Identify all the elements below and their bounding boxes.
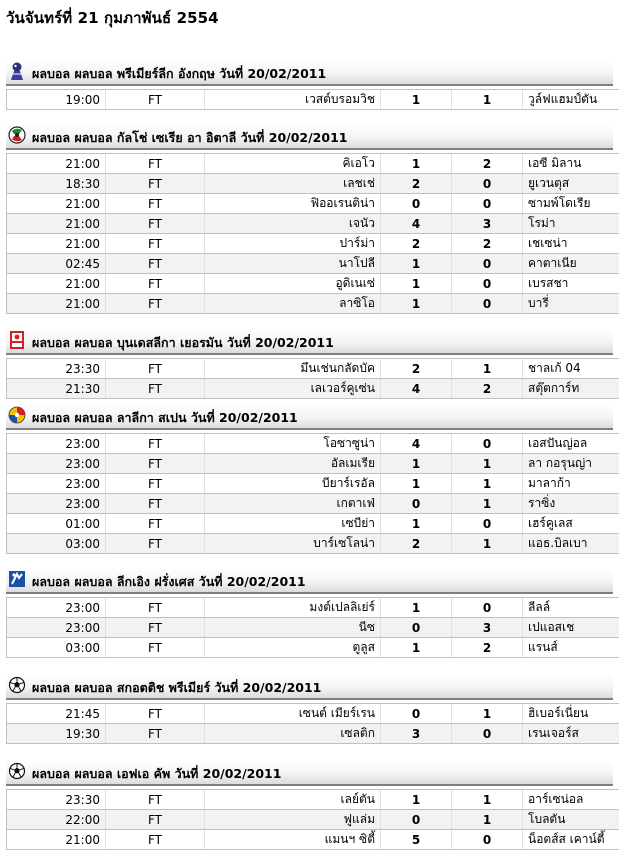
- home-score: 1: [381, 294, 452, 314]
- match-time: 03:00: [7, 638, 106, 658]
- away-team: เบรสชา: [523, 274, 619, 294]
- results-table: [6, 789, 619, 850]
- away-team: สตุ๊ตการ์ท: [523, 379, 619, 399]
- home-team: อัลเมเรีย: [205, 454, 381, 474]
- home-team: ปาร์ม่า: [205, 234, 381, 254]
- home-team: นีซ: [205, 618, 381, 638]
- away-team: อาร์เซน่อล: [523, 790, 619, 810]
- home-score: 2: [381, 359, 452, 379]
- match-status: FT: [106, 379, 205, 399]
- match-time: 19:30: [7, 724, 106, 744]
- away-score: 1: [452, 474, 523, 494]
- home-team: มึนเช่นกลัดบัค: [205, 359, 381, 379]
- league-section-bundesliga: [6, 329, 613, 399]
- section-title: ผลบอล ผลบอล ลาลีกา สเปน วันที่ 20/02/2011: [32, 410, 298, 425]
- match-row: [7, 638, 619, 658]
- section-title: ผลบอล ผลบอล กัลโช่ เซเรีย อา อิตาลี วันที่ 20/02/2011: [32, 130, 348, 145]
- section-header: [6, 568, 613, 594]
- home-team: บียาร์เรอัล: [205, 474, 381, 494]
- match-status: FT: [106, 254, 205, 274]
- match-status: FT: [106, 514, 205, 534]
- results-table: [6, 703, 619, 744]
- home-team: เลเวอร์คูเซ่น: [205, 379, 381, 399]
- away-score: 1: [452, 810, 523, 830]
- match-status: FT: [106, 194, 205, 214]
- away-team: คาตาเนีย: [523, 254, 619, 274]
- la-liga-icon: [8, 405, 26, 425]
- home-team: นาโปลี: [205, 254, 381, 274]
- away-score: 1: [452, 454, 523, 474]
- section-header: [6, 124, 613, 150]
- match-status: FT: [106, 830, 205, 850]
- section-title: ผลบอล ผลบอล สกอตติช พรีเมียร์ วันที่ 20/02/2011: [32, 680, 322, 695]
- away-score: 0: [452, 254, 523, 274]
- away-team: ลา กอรุนญ่า: [523, 454, 619, 474]
- match-time: 23:00: [7, 454, 106, 474]
- home-team: เวสต์บรอมวิช: [205, 90, 381, 110]
- match-time: 21:45: [7, 704, 106, 724]
- home-score: 0: [381, 618, 452, 638]
- away-score: 0: [452, 598, 523, 618]
- match-row: [7, 379, 619, 399]
- section-header: [6, 329, 613, 355]
- away-score: 1: [452, 790, 523, 810]
- away-team: ยูเวนตุส: [523, 174, 619, 194]
- page-title: วันจันทร์ที่ 21 กุมภาพันธ์ 2554: [6, 9, 219, 27]
- home-score: 0: [381, 494, 452, 514]
- match-status: FT: [106, 234, 205, 254]
- match-status: FT: [106, 790, 205, 810]
- home-score: 0: [381, 704, 452, 724]
- results-table: [6, 153, 619, 314]
- match-status: FT: [106, 810, 205, 830]
- section-title: ผลบอล ผลบอล เอฟเอ คัพ วันที่ 20/02/2011: [32, 766, 282, 781]
- serie-a-icon: [8, 125, 26, 145]
- match-time: 23:30: [7, 359, 106, 379]
- away-team: วูล์ฟแฮมป์ตัน: [523, 90, 619, 110]
- match-row: [7, 174, 619, 194]
- away-score: 0: [452, 514, 523, 534]
- match-status: FT: [106, 90, 205, 110]
- match-status: FT: [106, 598, 205, 618]
- soccer-ball-icon: [8, 761, 26, 781]
- home-score: 1: [381, 154, 452, 174]
- home-team: เซลติก: [205, 724, 381, 744]
- away-score: 1: [452, 359, 523, 379]
- away-team: ซามพ์โดเรีย: [523, 194, 619, 214]
- home-score: 1: [381, 254, 452, 274]
- match-row: [7, 494, 619, 514]
- match-row: [7, 810, 619, 830]
- home-team: เกตาเฟ่: [205, 494, 381, 514]
- match-time: 23:00: [7, 494, 106, 514]
- away-score: 0: [452, 294, 523, 314]
- match-row: [7, 618, 619, 638]
- home-team: เจนัว: [205, 214, 381, 234]
- away-team: แอธ.บิลเบา: [523, 534, 619, 554]
- results-table: [6, 597, 619, 658]
- away-score: 2: [452, 638, 523, 658]
- home-team: ฟูแล่ม: [205, 810, 381, 830]
- match-row: [7, 294, 619, 314]
- section-title: ผลบอล ผลบอล พรีเมียร์ลีก อังกฤษ วันที่ 20/02/2011: [32, 66, 327, 81]
- section-header: [6, 760, 613, 786]
- results-table: [6, 89, 619, 110]
- away-score: 0: [452, 434, 523, 454]
- away-score: 0: [452, 194, 523, 214]
- home-team: คิเอโว: [205, 154, 381, 174]
- away-score: 1: [452, 494, 523, 514]
- match-time: 02:45: [7, 254, 106, 274]
- match-time: 21:00: [7, 194, 106, 214]
- league-section-la-liga: [6, 404, 613, 554]
- away-score: 3: [452, 214, 523, 234]
- match-time: 21:00: [7, 234, 106, 254]
- home-team: เลย์ตัน: [205, 790, 381, 810]
- away-score: 0: [452, 274, 523, 294]
- match-row: [7, 514, 619, 534]
- away-score: 0: [452, 724, 523, 744]
- match-status: FT: [106, 638, 205, 658]
- away-team: แรนส์: [523, 638, 619, 658]
- away-score: 0: [452, 174, 523, 194]
- away-team: น็อตส์ส เคาน์ตี้: [523, 830, 619, 850]
- match-row: [7, 724, 619, 744]
- match-time: 21:00: [7, 214, 106, 234]
- section-title: ผลบอล ผลบอล บุนเดสลีกา เยอรมัน วันที่ 20/02/2011: [32, 335, 334, 350]
- match-row: [7, 90, 619, 110]
- match-status: FT: [106, 154, 205, 174]
- away-team: ลีลล์: [523, 598, 619, 618]
- home-team: เซบีย่า: [205, 514, 381, 534]
- match-time: 03:00: [7, 534, 106, 554]
- match-time: 21:30: [7, 379, 106, 399]
- match-time: 23:00: [7, 598, 106, 618]
- match-row: [7, 214, 619, 234]
- home-score: 4: [381, 379, 452, 399]
- away-team: ชาลเก้ 04: [523, 359, 619, 379]
- match-status: FT: [106, 274, 205, 294]
- match-status: FT: [106, 494, 205, 514]
- home-team: มงต์เปลลิเย่ร์: [205, 598, 381, 618]
- section-title: ผลบอล ผลบอล ลีกเอิง ฝรั่งเศส วันที่ 20/02/2011: [32, 574, 306, 589]
- home-score: 1: [381, 638, 452, 658]
- home-score: 2: [381, 174, 452, 194]
- home-score: 2: [381, 234, 452, 254]
- match-status: FT: [106, 454, 205, 474]
- match-time: 21:00: [7, 154, 106, 174]
- away-score: 0: [452, 830, 523, 850]
- away-team: โรม่า: [523, 214, 619, 234]
- away-team: โบลตัน: [523, 810, 619, 830]
- home-team: ตูลูส: [205, 638, 381, 658]
- home-score: 1: [381, 474, 452, 494]
- match-time: 23:00: [7, 434, 106, 454]
- home-team: อูดิเนเซ่: [205, 274, 381, 294]
- home-score: 0: [381, 194, 452, 214]
- away-team: บารี่: [523, 294, 619, 314]
- away-team: เชเซน่า: [523, 234, 619, 254]
- match-row: [7, 704, 619, 724]
- home-team: ลาซิโอ: [205, 294, 381, 314]
- match-time: 21:00: [7, 294, 106, 314]
- match-row: [7, 790, 619, 810]
- match-time: 23:00: [7, 474, 106, 494]
- home-score: 4: [381, 214, 452, 234]
- home-score: 5: [381, 830, 452, 850]
- away-team: ฮิเบอร์เนี่ยน: [523, 704, 619, 724]
- away-score: 1: [452, 90, 523, 110]
- league-section-premier-league: [6, 60, 613, 110]
- match-status: FT: [106, 724, 205, 744]
- home-score: 1: [381, 514, 452, 534]
- match-time: 21:00: [7, 274, 106, 294]
- league-section-ligue-1: [6, 568, 613, 658]
- home-score: 1: [381, 90, 452, 110]
- match-status: FT: [106, 174, 205, 194]
- away-team: เปแอสเช: [523, 618, 619, 638]
- match-row: [7, 194, 619, 214]
- match-status: FT: [106, 704, 205, 724]
- match-time: 22:00: [7, 810, 106, 830]
- match-time: 23:30: [7, 790, 106, 810]
- match-row: [7, 598, 619, 618]
- match-status: FT: [106, 474, 205, 494]
- results-table: [6, 433, 619, 554]
- away-score: 1: [452, 534, 523, 554]
- match-row: [7, 154, 619, 174]
- home-score: 2: [381, 534, 452, 554]
- match-row: [7, 454, 619, 474]
- match-time: 01:00: [7, 514, 106, 534]
- away-score: 3: [452, 618, 523, 638]
- soccer-ball-icon: [8, 675, 26, 695]
- home-team: ฟิออเรนติน่า: [205, 194, 381, 214]
- home-score: 1: [381, 454, 452, 474]
- section-header: [6, 674, 613, 700]
- home-team: แมนฯ ซิตี้: [205, 830, 381, 850]
- match-row: [7, 359, 619, 379]
- match-row: [7, 534, 619, 554]
- match-row: [7, 254, 619, 274]
- bundesliga-icon: [8, 330, 26, 350]
- away-score: 2: [452, 154, 523, 174]
- away-team: เอสปันญ่อล: [523, 434, 619, 454]
- match-status: FT: [106, 214, 205, 234]
- away-team: ราซิ่ง: [523, 494, 619, 514]
- match-row: [7, 474, 619, 494]
- league-section-serie-a: [6, 124, 613, 314]
- league-section-scottish-premier: [6, 674, 613, 744]
- section-header: [6, 60, 613, 86]
- ligue-1-icon: [8, 569, 26, 589]
- home-score: 1: [381, 598, 452, 618]
- away-team: เฮร์คูเลส: [523, 514, 619, 534]
- league-section-fa-cup: [6, 760, 613, 850]
- home-score: 4: [381, 434, 452, 454]
- away-team: เรนเจอร์ส: [523, 724, 619, 744]
- match-status: FT: [106, 294, 205, 314]
- away-score: 2: [452, 379, 523, 399]
- away-team: มาลาก้า: [523, 474, 619, 494]
- match-time: 21:00: [7, 830, 106, 850]
- home-team: เซนต์ เมียร์เรน: [205, 704, 381, 724]
- home-score: 3: [381, 724, 452, 744]
- match-time: 18:30: [7, 174, 106, 194]
- home-score: 1: [381, 274, 452, 294]
- match-time: 19:00: [7, 90, 106, 110]
- match-status: FT: [106, 534, 205, 554]
- match-row: [7, 234, 619, 254]
- home-team: เลชเช่: [205, 174, 381, 194]
- away-team: เอซี มิลาน: [523, 154, 619, 174]
- away-score: 2: [452, 234, 523, 254]
- home-team: บาร์เซโลน่า: [205, 534, 381, 554]
- section-header: [6, 404, 613, 430]
- match-status: FT: [106, 434, 205, 454]
- match-time: 23:00: [7, 618, 106, 638]
- premier-league-icon: [8, 61, 26, 81]
- results-table: [6, 358, 619, 399]
- home-score: 0: [381, 810, 452, 830]
- match-row: [7, 830, 619, 850]
- match-status: FT: [106, 618, 205, 638]
- match-row: [7, 434, 619, 454]
- match-status: FT: [106, 359, 205, 379]
- home-score: 1: [381, 790, 452, 810]
- match-row: [7, 274, 619, 294]
- away-score: 1: [452, 704, 523, 724]
- home-team: โอซาซูน่า: [205, 434, 381, 454]
